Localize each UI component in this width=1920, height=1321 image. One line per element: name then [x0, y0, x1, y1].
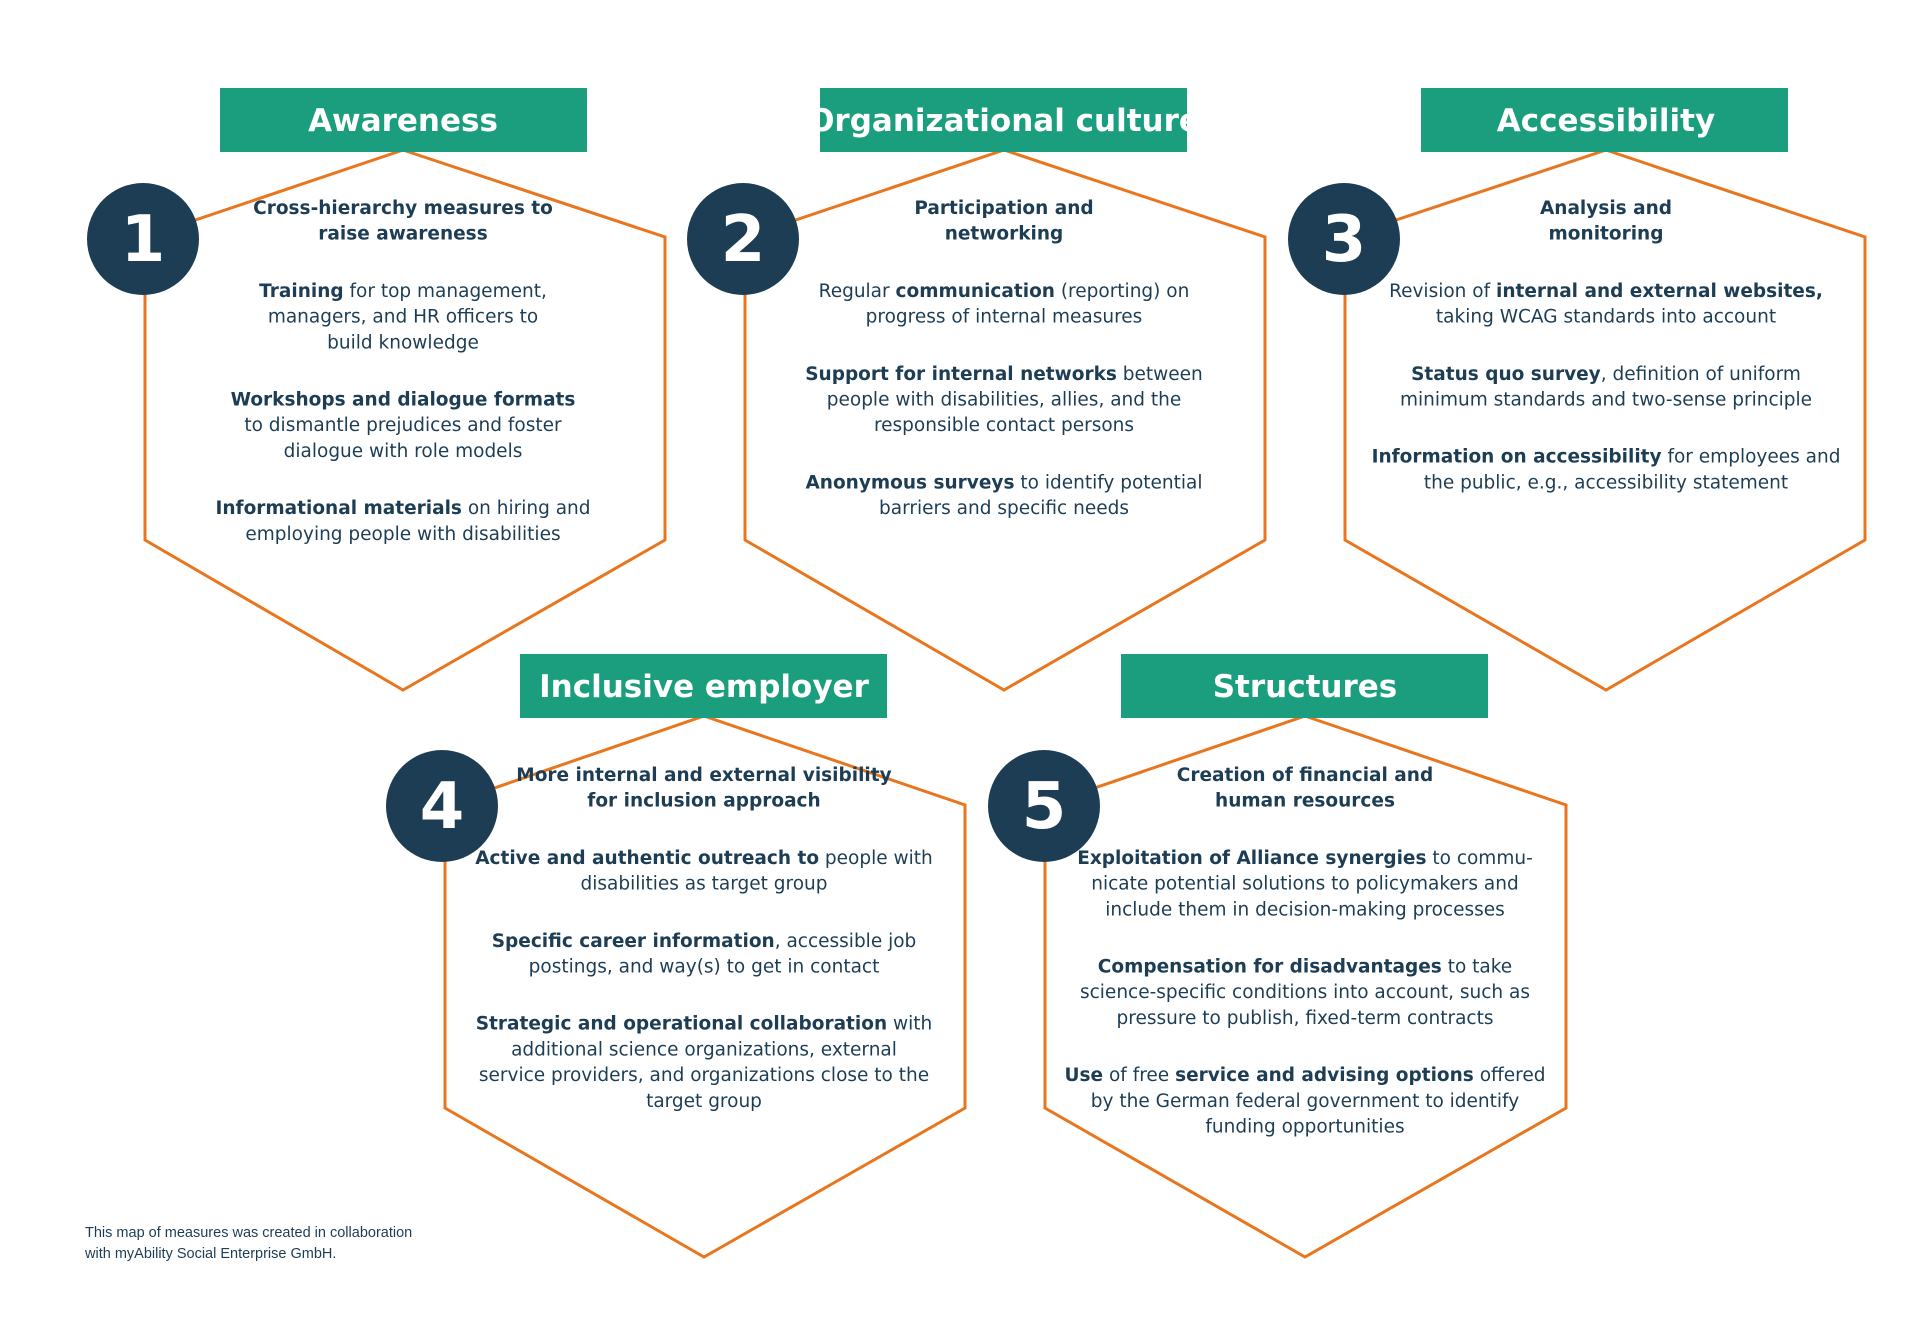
module-4-block-4-line-4: target group	[646, 1090, 762, 1112]
module-1-number: 1	[120, 203, 166, 277]
module-4-block-4-line-1: Strategic and operational collaboration	[475, 1013, 888, 1035]
module-5-number: 5	[1021, 770, 1067, 844]
module-2-number: 2	[720, 203, 766, 277]
module-1-block-1-line-1: Cross-hierarchy measures to	[253, 198, 553, 219]
text-run: to take	[1441, 956, 1513, 978]
module-4-block-3-line-2: postings, and way(s) to get in contact	[528, 956, 880, 978]
module-3-block-3-line-2: minimum standards and two-sense principle	[1399, 389, 1813, 411]
module-1-block-2-line-1: Training	[259, 280, 344, 302]
text-run: (reporting) on	[1054, 280, 1190, 302]
module-2-block-3-line-1: Support for internal networks	[805, 363, 1117, 385]
module-2-block-2-line-2: progress of internal measures	[865, 306, 1143, 328]
module-3-block-3-line-1: Status quo survey	[1411, 363, 1601, 385]
module-4-block-3-line-1: Specific career information	[491, 930, 775, 952]
module-2-block-2-line-1: Regular	[818, 280, 896, 302]
module-5-block-3-line-2: science-specific conditions into account, such as	[1079, 982, 1531, 1004]
module-1-block-3-line-1: Workshops and dialogue formats	[230, 389, 576, 411]
module-3-block-2-line-2: taking WCAG standards into account	[1435, 306, 1777, 328]
module-1-block-4-line-1: Informational materials	[215, 498, 462, 520]
module-4-block-1-line-2: for inclusion approach	[587, 790, 821, 812]
module-5-block-3-line-3: pressure to publish, fixed-term contracts	[1116, 1007, 1494, 1029]
module-5-block-4-line-3: funding opportunities	[1205, 1116, 1405, 1138]
module-4-block-1-line-1: More internal and external visibility	[516, 765, 892, 786]
module-4-block-4-line-2: additional science organizations, external	[511, 1039, 897, 1061]
text-run: internal and external websites,	[1496, 280, 1823, 302]
module-3-number: 3	[1321, 203, 1367, 277]
module-1-block-1-line-2: raise awareness	[318, 223, 488, 245]
module-1-block-2-line-3: build knowledge	[327, 332, 479, 354]
module-5-block-1-line-2: human resources	[1215, 790, 1395, 812]
module-4-block-4-line-3: service providers, and organizations close to the	[478, 1065, 930, 1087]
text-run: , definition of uniform	[1600, 363, 1801, 385]
text-run: to commu-	[1426, 847, 1533, 869]
module-3-block-1-line-2: monitoring	[1548, 223, 1664, 245]
text-run: between	[1116, 363, 1203, 385]
text-run: for employees and	[1661, 446, 1841, 468]
module-5-block-4-line-2: by the German federal government to identify	[1090, 1090, 1520, 1112]
module-2-block-1-line-1: Participation and	[914, 198, 1094, 219]
module-4-number: 4	[419, 770, 465, 844]
module-2-block-3-line-3: responsible contact persons	[873, 415, 1135, 437]
text-run: with	[887, 1013, 933, 1035]
text-run: on hiring and	[461, 498, 591, 520]
module-1	[87, 88, 665, 690]
module-3-block-2-line-1: Revision of	[1389, 280, 1497, 302]
text-run: offered	[1473, 1065, 1546, 1087]
module-5-block-2-line-2: nicate potential solutions to policymakers and	[1091, 873, 1519, 895]
module-4-title: Inclusive employer	[539, 669, 869, 705]
module-3-block-4-line-2: the public, e.g., accessibility statement	[1423, 472, 1789, 494]
module-5-block-2-line-1: Exploitation of Alliance synergies	[1077, 847, 1427, 869]
module-5-block-3-line-1: Compensation for disadvantages	[1097, 956, 1442, 978]
module-5-block-4-line-1: Use	[1064, 1065, 1104, 1087]
module-5-block-2-line-3: include them in decision-making processes	[1105, 899, 1505, 921]
text-run: , accessible job	[774, 930, 917, 952]
module-3	[1288, 88, 1865, 690]
module-1-title: Awareness	[308, 103, 498, 139]
module-2-block-4-line-1: Anonymous surveys	[805, 472, 1015, 494]
module-4-block-2-line-2: disabilities as target group	[580, 873, 828, 895]
text-run: service and advising options	[1175, 1065, 1474, 1087]
module-3-block-1-line-1: Analysis and	[1539, 198, 1673, 219]
module-2-block-1-line-2: networking	[944, 223, 1064, 245]
module-5	[988, 654, 1566, 1257]
module-2	[687, 88, 1265, 690]
text-run: for top management,	[343, 280, 547, 302]
module-2-block-4-line-2: barriers and specific needs	[879, 498, 1129, 520]
module-2-block-3-line-2: people with disabilities, allies, and the	[826, 389, 1182, 411]
text-run: people with	[819, 847, 933, 869]
module-1-block-3-line-2: to dismantle prejudices and foster	[244, 415, 562, 437]
footnote-line-2: with myAbility Social Enterprise GmbH.	[85, 1246, 337, 1262]
module-1-block-2-line-2: managers, and HR officers to	[267, 306, 539, 328]
module-4-block-2-line-1: Active and authentic outreach to	[475, 847, 820, 869]
module-1-block-3-line-3: dialogue with role models	[283, 440, 523, 462]
text-run: communication	[895, 280, 1055, 302]
module-3-title: Accessibility	[1496, 103, 1716, 139]
module-3-block-4-line-1: Information on accessibility	[1371, 446, 1662, 468]
text-run: of free	[1103, 1065, 1176, 1087]
module-5-title: Structures	[1212, 669, 1398, 705]
module-4	[386, 654, 965, 1257]
text-run: to identify potential	[1014, 472, 1203, 494]
module-5-block-1-line-1: Creation of financial and	[1176, 765, 1434, 786]
module-2-title: Organizational culture	[808, 103, 1200, 139]
module-1-block-4-line-2: employing people with disabilities	[245, 523, 561, 545]
footnote-line-1: This map of measures was created in collaboration	[85, 1225, 413, 1241]
